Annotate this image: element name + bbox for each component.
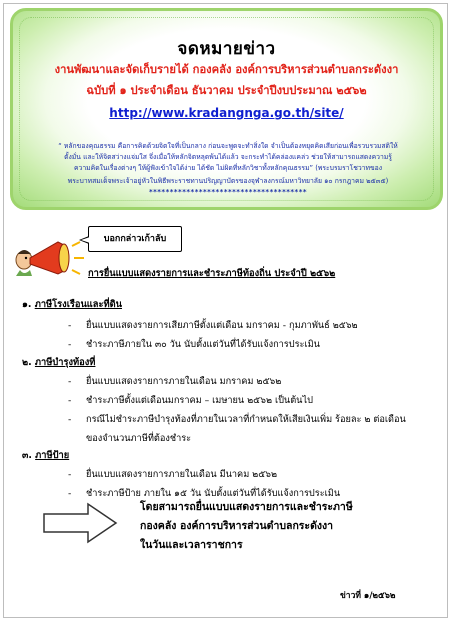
issue-line: ฉบับที่ ๑ ประจำเดือน ธันวาคม ประจำปีงบประมาณ ๒๕๖๒ [86,84,367,97]
star-divider: ************************************** [148,188,308,196]
list-item: - ยื่นแบบแสดงรายการภายในเดือน มีนาคม ๒๕๖๒ [68,469,278,480]
list-item-text: ชำระภาษีตั้งแต่เดือนมกราคม – เมษายน ๒๕๖๒ เป็นต้นไป [86,395,313,406]
quote-line-3: ความคิดในเรื่องต่างๆ ให้ผู้ฟังเข้าใจได้ง่าย ได้ชัด ไม่ผิดที่หลักวิชาทั้งหลักคุณธรรม” (พระบรมราโชวาทของ [73,164,383,172]
list-item: - ชำระภาษีตั้งแต่เดือนมกราคม – เมษายน ๒๕๖๒ เป็นต้นไป [68,395,313,406]
section-title: ภาษีโรงเรือนและที่ดิน [34,299,123,310]
list-item-text: กรณีไม่ชำระภาษีบำรุงท้องที่ภายในเวลาที่กำหนดให้เสียเงินเพิ่ม ร้อยละ ๒ ต่อเดือน [86,414,406,425]
department-line: งานพัฒนาและจัดเก็บรายได้ กองคลัง องค์การบริหารส่วนตำบลกระดังงา [54,63,399,76]
quote-line-1: “ หลักของคุณธรรม คือการคิดด้วยจิตใจที่เป็นกลาง ก่อนจะพูดจะทำสิ่งใด จำเป็นต้องหยุดคิดเสียก่อนเพื่อรวบรวมสติให้ [58,142,398,150]
list-item: - ชำระภาษีป้าย ภายใน ๑๕ วัน นับตั้งแต่วันที่ได้รับแจ้งการประเมิน [68,488,341,499]
quote-line-2: ตั้งมั่น และให้จิตสว่างแจ่มใส จึ่งเมื่อให้หลักจิตหลุดพ้นได้แล้ว จะกระทำได้คล่องแคล่ว ช่วยให้สามารถแสดงความรู้ [64,153,392,161]
issue-number-footer: ข่าวที่ ๑/๒๕๖๒ [340,591,396,601]
arrow-right-icon [40,500,120,546]
section-heading [22,297,122,312]
section-title: ภาษีป้าย [35,450,70,461]
closing-note [140,498,400,560]
closing-line-1: โดยสามารถยื่นแบบแสดงรายการและชำระภาษี [140,501,353,513]
list-item-text: ยื่นแบบแสดงรายการเสียภาษีตั้งแต่เดือน มกราคม - กุมภาพันธ์ ๒๕๖๒ [86,320,358,331]
subject-heading: การยื่นแบบแสดงรายการและชำระภาษีท้องถิ่น ประจำปี ๒๕๖๒ [88,268,336,279]
list-item: - ยื่นแบบแสดงรายการภายในเดือน มกราคม ๒๕๖๒ [68,376,282,387]
list-item: - กรณีไม่ชำระภาษีบำรุงท้องที่ภายในเวลาที่กำหนดให้เสียเงินเพิ่ม ร้อยละ ๒ ต่อเดือน [68,414,406,425]
list-item-text: ชำระภาษีภายใน ๓๐ วัน นับตั้งแต่วันที่ได้รับแจ้งการประเมิน [86,339,320,350]
section-number: ๓. [22,450,32,461]
section-heading [22,448,69,463]
closing-line-2: กองคลัง องค์การบริหารส่วนตำบลกระดังงา [140,520,334,532]
speech-bubble: บอกกล่าวเก้าลับ [88,226,182,252]
newsletter-title: จดหมายข่าว [177,39,276,59]
section-title: ภาษีบำรุงท้องที่ [34,357,96,368]
list-item-text: ยื่นแบบแสดงรายการภายในเดือน มกราคม ๒๕๖๒ [86,376,282,387]
closing-line-3: ในวันและเวลาราชการ [140,539,243,551]
section-number: ๒. [22,357,32,368]
website-link[interactable]: http://www.kradangnga.go.th/site/ [109,106,344,120]
list-item-continuation: ของจำนวนภาษีที่ต้องชำระ [86,433,192,444]
section-heading [22,355,95,370]
megaphone-icon [14,230,86,278]
quote-line-4: พระบาทสมเด็จพระเจ้าอยู่หัวในพิธีพระราชทานปริญญาบัตรของจุฬาลงกรณ์มหาวิทยาลัย ๑๐ กรกฎาคม ๒๕๓๕) [67,177,389,185]
list-item: - ยื่นแบบแสดงรายการเสียภาษีตั้งแต่เดือน มกราคม - กุมภาพันธ์ ๒๕๖๒ [68,320,358,331]
section-number: ๑. [22,299,32,310]
list-item-text: ยื่นแบบแสดงรายการภายในเดือน มีนาคม ๒๕๖๒ [86,469,278,480]
list-item-text: ชำระภาษีป้าย ภายใน ๑๕ วัน นับตั้งแต่วันที่ได้รับแจ้งการประเมิน [86,488,341,499]
list-item: - ชำระภาษีภายใน ๓๐ วัน นับตั้งแต่วันที่ได้รับแจ้งการประเมิน [68,339,320,350]
